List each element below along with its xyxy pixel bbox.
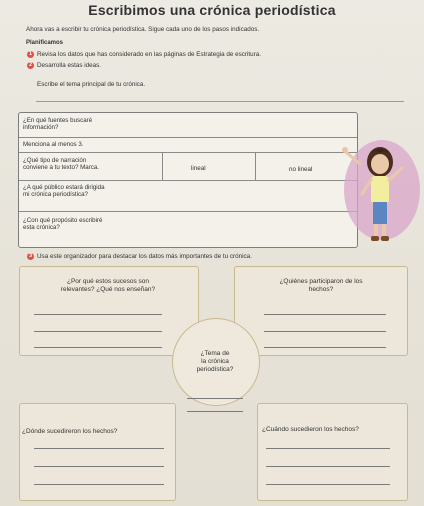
organizer-box-when (257, 403, 408, 501)
audience-q-line2: mi crónica periodística? (23, 191, 88, 199)
where-question: ¿Dónde sucedireron los hechos? (22, 428, 118, 435)
sub-instruction: Escribe el tema principal de tu crónica. (37, 81, 146, 88)
audience-q (23, 184, 163, 198)
table-divider (19, 137, 357, 138)
topic-q-line2: la crónica (201, 358, 229, 365)
answer-line[interactable] (34, 347, 162, 348)
answer-line[interactable] (34, 314, 162, 315)
narration-q-line1: ¿Qué tipo de narración (23, 157, 87, 164)
organizer-box-where (19, 403, 176, 501)
intro-text: Ahora vas a escribir tu crónica periodística. Sigue cada uno de los pasos indicados. (26, 26, 260, 33)
step-2-badge: 2 (28, 62, 33, 68)
table-vline (255, 152, 256, 180)
answer-line[interactable] (264, 331, 386, 332)
girl-illustration (340, 130, 424, 248)
option-lineal[interactable]: lineal (191, 165, 206, 172)
relevance-q-line2: relevantes? ¿Qué nos enseñan? (60, 286, 156, 293)
step-3-text: Usa este organizador para destacar los datos más importantes de tu crónica. (37, 253, 252, 260)
table-divider (19, 211, 357, 212)
answer-line[interactable] (187, 411, 243, 412)
table-divider (19, 180, 357, 181)
answer-line[interactable] (34, 484, 164, 485)
page-title: Escribimos una crónica periodística (88, 2, 336, 18)
mention-three-label: Menciona al menos 3. (23, 141, 84, 148)
section-label: Planificamos (26, 40, 64, 46)
answer-line[interactable] (264, 314, 386, 315)
step-1-text: Revisa los datos que has considerado en las páginas de Estrategia de escritura. (37, 51, 262, 58)
participants-q-line2: hechos? (308, 286, 334, 293)
answer-line[interactable] (264, 347, 386, 348)
purpose-q-line1: ¿Con qué propósito escribiré (23, 217, 103, 224)
topic-write-line[interactable] (36, 101, 404, 102)
when-question: ¿Cuándo sucedieron los hechos? (262, 426, 359, 433)
sources-q-line1: ¿En qué fuentes buscaré (23, 117, 93, 124)
participants-question (236, 278, 406, 294)
table-vline (162, 152, 163, 180)
answer-line[interactable] (34, 331, 162, 332)
relevance-q-line1: ¿Por qué estos sucesos son (66, 278, 149, 285)
relevance-question (20, 278, 196, 294)
answer-line[interactable] (34, 466, 164, 467)
narration-q-line2: conviene a tu texto? Marca. (23, 164, 100, 172)
answer-line[interactable] (266, 448, 390, 449)
topic-q-line1: ¿Tema de (200, 350, 230, 357)
step-3 (27, 253, 252, 260)
topic-q-line3: periodística? (196, 366, 234, 373)
step-1 (27, 51, 261, 58)
step-3-badge: 3 (28, 253, 33, 259)
table-divider (19, 152, 357, 153)
table-row-sources-q (23, 117, 163, 131)
participants-q-line1: ¿Quiénes participaron de los (279, 278, 363, 285)
answer-line[interactable] (266, 484, 390, 485)
purpose-q (23, 217, 163, 231)
step-2 (27, 62, 101, 69)
answer-line[interactable] (266, 466, 390, 467)
purpose-q-line2: esta crónica? (23, 224, 60, 232)
sources-q-line2: información? (23, 124, 59, 132)
option-no-lineal[interactable]: no lineal (289, 166, 313, 173)
audience-q-line1: ¿A qué público estará dirigida (23, 184, 105, 191)
answer-line[interactable] (34, 448, 164, 449)
planning-table (18, 112, 358, 248)
topic-question (172, 350, 258, 374)
step-2-text: Desarrolla estas ideas. (37, 62, 102, 69)
step-1-badge: 1 (28, 51, 33, 57)
answer-line[interactable] (187, 398, 243, 399)
narration-q (23, 157, 163, 171)
